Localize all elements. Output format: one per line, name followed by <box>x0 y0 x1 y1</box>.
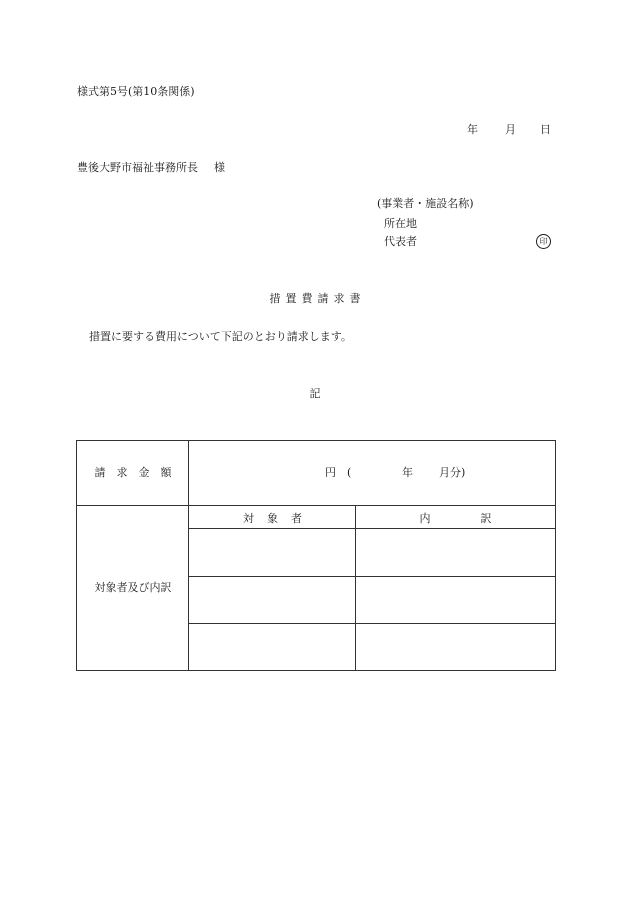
date-line <box>467 124 551 136</box>
subject-cell-2[interactable] <box>189 577 355 623</box>
amount-label: 請求金額 <box>94 466 183 479</box>
claim-table <box>76 440 556 671</box>
breakdown-cell-1[interactable] <box>356 529 555 576</box>
column-header-breakdown-part1: 内 <box>419 512 431 525</box>
date-year-label: 年 <box>467 123 478 136</box>
addressee-name: 豊後大野市福祉事務所長 <box>77 161 198 174</box>
column-header-breakdown <box>356 513 555 524</box>
document-title: 措置費請求書 <box>269 292 366 305</box>
amount-value-cell[interactable] <box>189 441 555 505</box>
addressee-honorific: 様 <box>214 161 225 174</box>
breakdown-cell-3[interactable] <box>356 624 555 670</box>
addressee <box>77 162 225 173</box>
amount-row-divider <box>77 505 555 506</box>
form-number: 様式第5号(第10条関係) <box>77 85 195 98</box>
business-name-label: (事業者・施設名称) <box>377 197 474 210</box>
column-header-breakdown-part2: 訳 <box>480 512 492 525</box>
subject-cell-1[interactable] <box>189 529 355 576</box>
subjects-breakdown-label: 対象者及び内訳 <box>94 581 172 594</box>
subject-cell-3[interactable] <box>189 624 355 670</box>
breakdown-cell-2[interactable] <box>356 577 555 623</box>
amount-month-portion: 月分) <box>439 466 466 479</box>
date-month-label: 月 <box>505 123 516 136</box>
seal-mark-icon: 印 <box>536 234 551 249</box>
amount-paren-open: ( <box>347 466 352 479</box>
amount-yen-unit: 円 <box>325 466 336 479</box>
address-label: 所在地 <box>384 217 417 230</box>
ki-heading: 記 <box>309 387 321 400</box>
column-header-subject: 対象者 <box>243 512 315 525</box>
date-day-label: 日 <box>540 123 551 136</box>
representative-label: 代表者 <box>384 235 417 248</box>
amount-year-unit: 年 <box>402 466 413 479</box>
request-statement: 措置に要する費用について下記のとおり請求します。 <box>89 330 352 343</box>
